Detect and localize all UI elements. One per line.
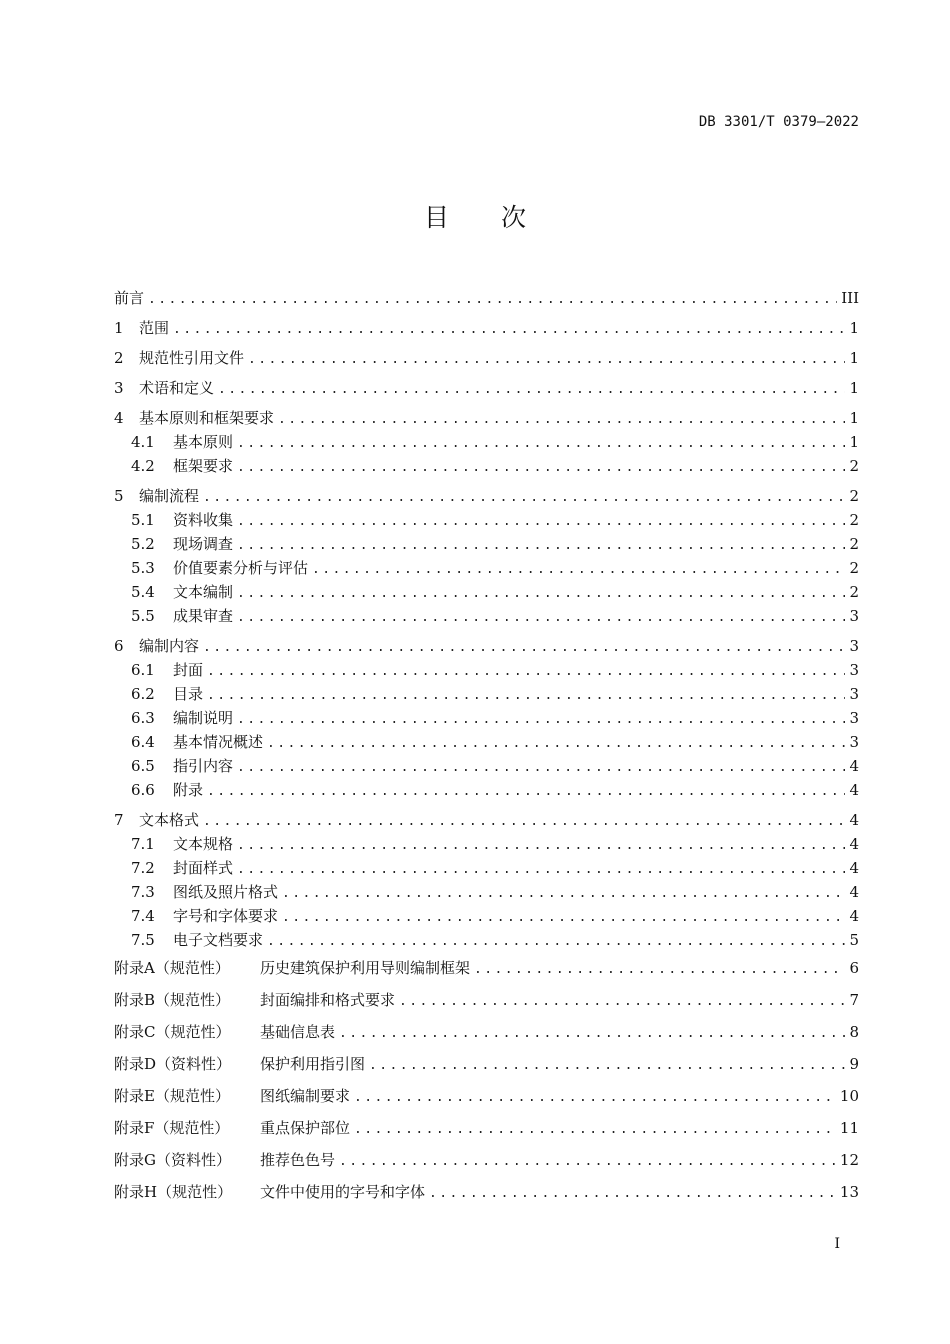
toc-entry-section[interactable] (114, 346, 859, 370)
toc-entry-page: 4 (849, 757, 859, 775)
toc-entry-number: 附录E（规范性） (114, 1087, 230, 1105)
toc-entry-page: 8 (849, 1023, 859, 1041)
toc-entry-number: 7.5 (131, 931, 155, 949)
leader-dots (474, 954, 845, 986)
toc-entry-subsection[interactable] (114, 430, 859, 454)
toc-entry-page: 3 (849, 661, 859, 679)
toc-entry-number: 3 (114, 379, 124, 397)
toc-entry-section[interactable] (114, 376, 859, 400)
leader-dots (278, 408, 845, 432)
toc-entry-page: 12 (839, 1151, 859, 1169)
toc-entry-number: 6 (114, 637, 124, 655)
toc-entry-appendix[interactable] (114, 1016, 859, 1048)
toc-entry-number: 5 (114, 487, 124, 505)
toc-entry-page: 3 (849, 607, 859, 625)
toc-entry-label: 文本规格 (173, 835, 234, 853)
leader-dots (237, 858, 845, 882)
leader-dots (282, 906, 845, 930)
toc-entry-number: 4.2 (131, 457, 155, 475)
toc-entry-number: 7 (114, 811, 124, 829)
toc-entry-number: 附录F（规范性） (114, 1119, 230, 1137)
toc-entry-number: 5.4 (131, 583, 155, 601)
toc-entry-subsection[interactable] (114, 880, 859, 904)
toc-entry-label: 电子文档要求 (173, 931, 264, 949)
toc-entry-label: 目录 (173, 685, 204, 703)
toc-entry-subsection[interactable] (114, 778, 859, 802)
toc-entry-subsection[interactable] (114, 532, 859, 556)
toc-entry-number: 7.3 (131, 883, 155, 901)
toc-entry-section[interactable] (114, 406, 859, 430)
toc-entry-number: 5.1 (131, 511, 155, 529)
toc-entry-number: 7.2 (131, 859, 155, 877)
toc-entry-page: 2 (849, 535, 859, 553)
toc-entry-appendix[interactable] (114, 1048, 859, 1080)
toc-entry-number: 5.3 (131, 559, 155, 577)
toc-entry-number: 6.5 (131, 757, 155, 775)
toc-entry-appendix[interactable] (114, 1144, 859, 1176)
toc-entry-label: 图纸及照片格式 (173, 883, 279, 901)
leader-dots (354, 1082, 836, 1114)
leader-dots (207, 660, 845, 684)
toc-entry-page: 1 (849, 379, 859, 397)
leader-dots (237, 606, 845, 630)
leader-dots (237, 432, 845, 456)
toc-entry-page: 1 (849, 319, 859, 337)
toc-entry-number: 6.3 (131, 709, 155, 727)
toc-body (114, 316, 859, 1208)
toc-entry-subsection[interactable] (114, 928, 859, 952)
toc-entry-label: 文本格式 (139, 811, 200, 829)
toc-entry-appendix[interactable] (114, 952, 859, 984)
toc-entry-page: 9 (849, 1055, 859, 1073)
toc-entry-page: 4 (849, 781, 859, 799)
toc-entry-label: 现场调查 (173, 535, 234, 553)
toc-entry-foreword[interactable] (114, 286, 859, 310)
leader-dots (148, 288, 837, 312)
toc-entry-page: 2 (849, 457, 859, 475)
toc-entry-page: 1 (849, 349, 859, 367)
toc-entry-number: 7.4 (131, 907, 155, 925)
toc-entry-number: 附录A（规范性） (114, 959, 230, 977)
toc-entry-label: 编制内容 (139, 637, 200, 655)
toc-entry-label: 封面 (173, 661, 204, 679)
leader-dots (203, 636, 845, 660)
toc-entry-page: 3 (849, 733, 859, 751)
toc-entry-page: 4 (849, 859, 859, 877)
toc-entry-appendix[interactable] (114, 984, 859, 1016)
toc-entry-section[interactable] (114, 484, 859, 508)
toc-entry-page: 2 (849, 487, 859, 505)
table-of-contents (114, 286, 859, 1208)
toc-entry-subsection[interactable] (114, 856, 859, 880)
toc-entry-number: 附录D（资料性） (114, 1055, 232, 1073)
toc-entry-label: 文件中使用的字号和字体 (260, 1183, 426, 1201)
leader-dots (339, 1018, 845, 1050)
toc-entry-appendix[interactable] (114, 1080, 859, 1112)
toc-entry-label: 框架要求 (173, 457, 234, 475)
toc-entry-subsection[interactable] (114, 754, 859, 778)
toc-entry-label: 字号和字体要求 (173, 907, 279, 925)
toc-entry-label: 历史建筑保护利用导则编制框架 (260, 959, 471, 977)
leader-dots (237, 708, 845, 732)
toc-entry-subsection[interactable] (114, 832, 859, 856)
toc-entry-subsection[interactable] (114, 508, 859, 532)
toc-entry-page: 10 (839, 1087, 859, 1105)
toc-entry-label: 基本原则 (173, 433, 234, 451)
toc-entry-label: 重点保护部位 (260, 1119, 351, 1137)
toc-entry-subsection[interactable] (114, 556, 859, 580)
toc-entry-label: 封面编排和格式要求 (260, 991, 396, 1009)
toc-entry-page: 5 (849, 931, 859, 949)
leader-dots (203, 810, 845, 834)
toc-entry-page: 4 (849, 811, 859, 829)
toc-entry-label: 价值要素分析与评估 (173, 559, 309, 577)
leader-dots (237, 834, 845, 858)
toc-entry-subsection[interactable] (114, 580, 859, 604)
leader-dots (282, 882, 845, 906)
toc-entry-subsection[interactable] (114, 904, 859, 928)
leader-dots (369, 1050, 845, 1082)
toc-entry-subsection[interactable] (114, 454, 859, 478)
toc-entry-page: 3 (849, 685, 859, 703)
toc-entry-label: 基本原则和框架要求 (139, 409, 275, 427)
toc-entry-page: 2 (849, 559, 859, 577)
document-id: DB 3301/T 0379—2022 (698, 114, 859, 130)
toc-entry-label: 编制流程 (139, 487, 200, 505)
leader-dots (207, 684, 845, 708)
toc-entry-number: 4.1 (131, 433, 155, 451)
toc-entry-subsection[interactable] (114, 706, 859, 730)
page-title (0, 198, 950, 234)
toc-entry-label: 基本情况概述 (173, 733, 264, 751)
leader-dots (237, 510, 845, 534)
toc-entry-page: III (841, 289, 859, 307)
toc-entry-label: 基础信息表 (260, 1023, 336, 1041)
toc-entry-label: 编制说明 (173, 709, 234, 727)
toc-entry-label: 术语和定义 (139, 379, 215, 397)
toc-entry-label: 封面样式 (173, 859, 234, 877)
toc-entry-page: 13 (839, 1183, 859, 1201)
toc-entry-subsection[interactable] (114, 730, 859, 754)
toc-entry-subsection[interactable] (114, 604, 859, 628)
toc-entry-page: 4 (849, 883, 859, 901)
toc-entry-number: 6.4 (131, 733, 155, 751)
toc-entry-number: 6.2 (131, 685, 155, 703)
toc-entry-appendix[interactable] (114, 1112, 859, 1144)
leader-dots (354, 1114, 836, 1146)
leader-dots (248, 348, 845, 372)
toc-entry-page: 1 (849, 409, 859, 427)
leader-dots (339, 1146, 836, 1178)
toc-entry-label: 附录 (173, 781, 204, 799)
leader-dots (237, 456, 845, 480)
leader-dots (267, 930, 845, 954)
page-number: I (834, 1236, 840, 1252)
toc-entry-page: 4 (849, 907, 859, 925)
toc-entry-label: 推荐色色号 (260, 1151, 336, 1169)
toc-entry-page: 6 (849, 959, 859, 977)
toc-entry-subsection[interactable] (114, 682, 859, 706)
toc-entry-section[interactable] (114, 634, 859, 658)
toc-entry-page: 2 (849, 583, 859, 601)
toc-entry-label: 图纸编制要求 (260, 1087, 351, 1105)
toc-entry-label: 资料收集 (173, 511, 234, 529)
toc-entry-page: 3 (849, 709, 859, 727)
leader-dots (237, 534, 845, 558)
leader-dots (399, 986, 845, 1018)
title-char-1: 目 (423, 203, 449, 232)
toc-entry-number: 6.1 (131, 661, 155, 679)
toc-entry-label: 规范性引用文件 (139, 349, 245, 367)
toc-entry-number: 6.6 (131, 781, 155, 799)
toc-entry-page: 4 (849, 835, 859, 853)
leader-dots (173, 318, 845, 342)
toc-entry-label: 指引内容 (173, 757, 234, 775)
toc-entry-number: 2 (114, 349, 124, 367)
toc-entry-number: 7.1 (131, 835, 155, 853)
toc-entry-number: 1 (114, 319, 124, 337)
toc-entry-number: 4 (114, 409, 124, 427)
toc-entry-page: 7 (849, 991, 859, 1009)
toc-entry-page: 2 (849, 511, 859, 529)
toc-entry-label: 范围 (139, 319, 170, 337)
toc-entry-number: 附录H（规范性） (114, 1183, 233, 1201)
toc-entry-number: 附录B（规范性） (114, 991, 231, 1009)
leader-dots (267, 732, 845, 756)
title-char-2: 次 (501, 203, 527, 232)
toc-entry-page: 3 (849, 637, 859, 655)
leader-dots (429, 1178, 836, 1210)
toc-entry-section[interactable] (114, 316, 859, 340)
toc-entry-number: 附录C（规范性） (114, 1023, 231, 1041)
toc-entry-number: 5.5 (131, 607, 155, 625)
toc-entry-appendix[interactable] (114, 1176, 859, 1208)
toc-entry-section[interactable] (114, 808, 859, 832)
toc-entry-page: 1 (849, 433, 859, 451)
leader-dots (237, 582, 845, 606)
leader-dots (237, 756, 845, 780)
toc-entry-number: 附录G（资料性） (114, 1151, 231, 1169)
toc-entry-page: 11 (839, 1119, 859, 1137)
leader-dots (203, 486, 845, 510)
leader-dots (207, 780, 845, 804)
toc-entry-number: 5.2 (131, 535, 155, 553)
toc-entry-label: 文本编制 (173, 583, 234, 601)
toc-entry-subsection[interactable] (114, 658, 859, 682)
toc-entry-label: 保护利用指引图 (260, 1055, 366, 1073)
leader-dots (312, 558, 845, 582)
toc-entry-label: 前言 (114, 289, 145, 307)
toc-entry-label: 成果审查 (173, 607, 234, 625)
leader-dots (218, 378, 845, 402)
